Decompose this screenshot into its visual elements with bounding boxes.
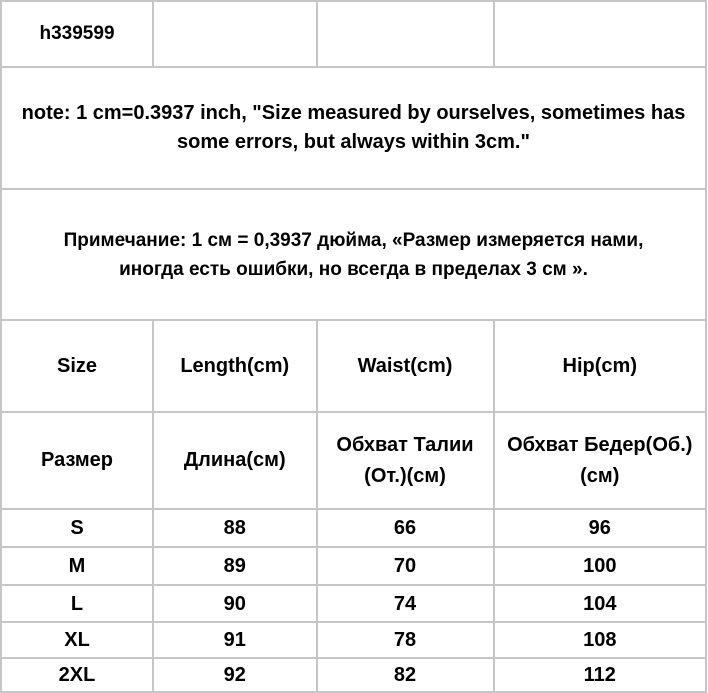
hip-cell: 112	[494, 658, 706, 692]
length-cell: 89	[153, 547, 316, 585]
size-cell: M	[1, 547, 153, 585]
product-code: h339599	[1, 1, 153, 67]
length-cell: 91	[153, 622, 316, 658]
header-length-en: Length(cm)	[153, 320, 316, 412]
size-cell: S	[1, 509, 153, 547]
table-row	[1, 658, 706, 692]
size-cell: 2XL	[1, 658, 153, 692]
header-waist-en: Waist(cm)	[317, 320, 494, 412]
waist-cell: 70	[317, 547, 494, 585]
header-hip-ru: Обхват Бедер(Об.)(см)	[494, 412, 706, 509]
hip-cell: 108	[494, 622, 706, 658]
table-row	[1, 509, 706, 547]
waist-cell: 66	[317, 509, 494, 547]
header-length-ru: Длина(см)	[153, 412, 316, 509]
hip-cell: 100	[494, 547, 706, 585]
length-cell: 90	[153, 585, 316, 622]
hip-cell: 104	[494, 585, 706, 622]
header-size-ru: Размер	[1, 412, 153, 509]
empty-cell	[153, 1, 316, 67]
header-waist-ru: Обхват Талии (От.)(см)	[317, 412, 494, 509]
size-cell: XL	[1, 622, 153, 658]
empty-cell	[317, 1, 494, 67]
waist-cell: 74	[317, 585, 494, 622]
waist-cell: 78	[317, 622, 494, 658]
length-cell: 92	[153, 658, 316, 692]
table-row	[1, 547, 706, 585]
note-english: note: 1 cm=0.3937 inch, "Size measured by ourselves, sometimes has some errors, but always within 3cm."	[1, 67, 706, 189]
hip-cell: 96	[494, 509, 706, 547]
table-row	[1, 622, 706, 658]
empty-cell	[494, 1, 706, 67]
header-size-en: Size	[1, 320, 153, 412]
length-cell: 88	[153, 509, 316, 547]
header-hip-en: Hip(cm)	[494, 320, 706, 412]
note-russian: Примечание: 1 см = 0,3937 дюйма, «Размер измеряется нами, иногда есть ошибки, но всегда в пределах 3 см ».	[1, 189, 706, 320]
table-row	[1, 585, 706, 622]
waist-cell: 82	[317, 658, 494, 692]
size-cell: L	[1, 585, 153, 622]
